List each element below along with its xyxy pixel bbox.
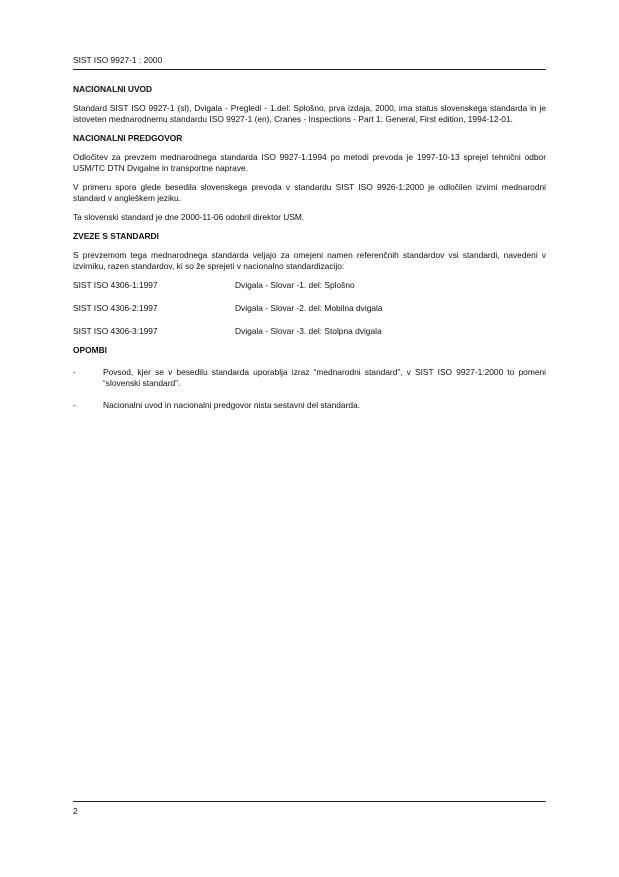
reference-code: SIST ISO 4306-3:1997 (73, 326, 158, 336)
heading-nacionalni-uvod: NACIONALNI UVOD (73, 84, 153, 94)
heading-nacionalni-predgovor: NACIONALNI PREDGOVOR (73, 133, 183, 143)
note-dash: - (73, 367, 76, 377)
reference-code: SIST ISO 4306-2:1997 (73, 303, 158, 313)
heading-zveze-s-standardi: ZVEZE S STANDARDI (73, 231, 159, 241)
paragraph-predgovor-2: V primeru spora glede besedila slovenskega prevoda v standardu SIST ISO 9926-1:2000 je odločilen izvirni mednarodni standard v angleškem jeziku. (73, 182, 546, 203)
reference-code: SIST ISO 4306-1:1997 (73, 280, 158, 290)
reference-row (73, 303, 546, 314)
note-text: Povsod, kjer se v besedilu standarda uporablja izraz “mednarodni standard”, v SIST ISO 9927-1:2000 to pomeni “slovenski standard”. (103, 367, 546, 388)
paragraph-nacionalni-uvod: Standard SIST ISO 9927-1 (sl), Dvigala - Pregledi - 1.del: Splošno, prva izdaja, 2000, ima status slovenskega standarda in je istoveten mednarodnemu standardu ISO 9927-1 (en), Cranes - Inspections - Part 1: General, First edition, 1994-12-01. (73, 103, 546, 124)
note-item (73, 367, 546, 389)
document-page (73, 55, 546, 411)
note-text: Nacionalni uvod in nacionalni predgovor nista sestavni del standarda. (103, 400, 360, 410)
paragraph-predgovor-3: Ta slovenski standard je dne 2000-11-06 odobril direktor USM. (73, 212, 305, 222)
paragraph-zveze: S prevzemom tega mednarodnega standarda veljajo za omejeni namen referenčnih standardov vsi standardi, navedeni v izvirniku, razen standardov, ki so že sprejeti v nacionalno standardizacijo: (73, 250, 546, 271)
running-header: SIST ISO 9927-1 : 2000 (73, 55, 546, 70)
heading-opombi: OPOMBI (73, 345, 107, 355)
reference-title: Dvigala - Slovar -1. del: Splošno (235, 280, 355, 290)
reference-row (73, 280, 546, 291)
reference-title: Dvigala - Slovar -3. del: Stolpna dvigala (235, 326, 382, 336)
reference-row (73, 326, 546, 337)
note-dash: - (73, 400, 76, 410)
page-footer (73, 801, 546, 817)
reference-title: Dvigala - Slovar -2. del: Mobilna dvigala (235, 303, 383, 313)
note-item (73, 400, 546, 411)
page-number: 2 (73, 806, 78, 816)
paragraph-predgovor-1: Odločitev za prevzem mednarodnega standarda ISO 9927-1:1994 po metodi prevoda je 1997-10-13 sprejel tehnični odbor USM/TC DTN Dvigalne in transportne naprave. (73, 152, 546, 173)
